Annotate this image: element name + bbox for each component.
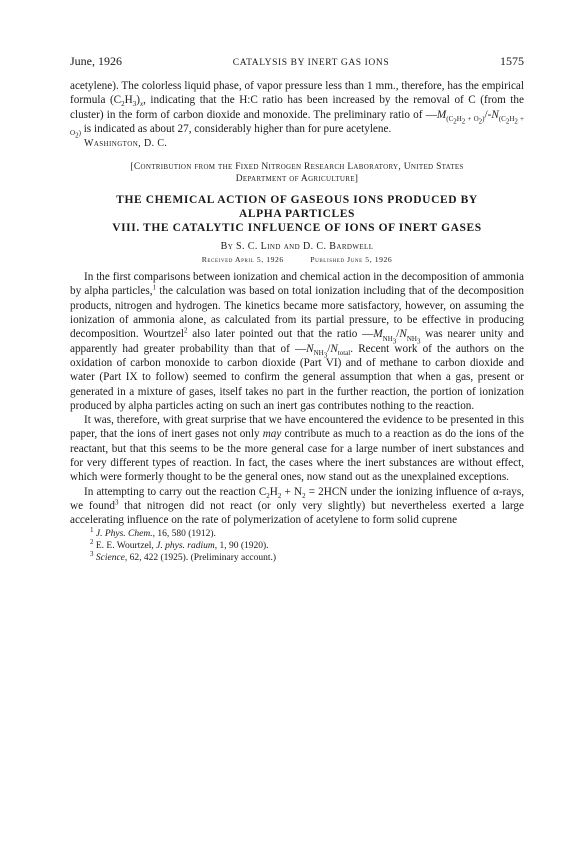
contribution-note (70, 161, 524, 185)
article-dates (70, 255, 524, 264)
signature-location: Washington, D. C. (84, 138, 168, 150)
previous-article-paragraph: acetylene). The colorless liquid phase, of vapor pressure less than 1 mm., therefore, has the empirical formula $(C_2H_3)_x$, indicating that the H:C ratio has been increased by the removal of C (from the cluster) in the form of carbon dioxide and monoxide. The preliminary ratio of $—M_{(C_2H_2 + O_2)}/-N_{(C_2H_2 + O_2)}$ is indicated as about 27, considerably higher than for pure acetylene. (70, 80, 524, 140)
header-title: CATALYSIS BY INERT GAS IONS (232, 58, 390, 68)
footnote-3: $^3$ Science, 62, 422 (1925). (Preliminary account.) (90, 549, 277, 563)
contribution-line-2: Department of Agriculture] (235, 174, 359, 185)
body-paragraph-3: In attempting to carry out the reaction $C_2H_2 + N_2 = 2HCN$ under the ionizing influence of α-rays, we found$^3$ that nitrogen did not react (or only very slightly) but nevertheless exerted a large accelerating influence on the rate of polymerization of acetylene to form solid cuprene (70, 485, 525, 527)
body-paragraph-1: In the first comparisons between ionization and chemical action in the decomposition of ammonia by alpha particles,$^1$ the calculation was based on total ionization including that of the decomposition products, nitrogen and hydrogen. The kinetics became more satisfactory, however, on assuming the ionization of ammonia alone, as calculated from its partial pressure, to be effective in producing decomposition. Wourtzel$^2$ also later pointed out that the ratio $—M_{NH_3}/N_{NH_3}$ was nearer unity and apparently had greater probability than that of $—N_{NH_3}/N_{total}$. Recent work of the authors on the oxidation of carbon monoxide to carbon dioxide (Part VI) and of methane to carbon dioxide and water (Part IX to follow) seemed to confirm the general assumption that when a gas, present or generated in a mixture of gases, itself takes no part in the further reaction, the portion of ionization produced by alpha particles acting on such an inert gas contributes nothing to the reaction. (70, 271, 524, 412)
article-subtitle: VIII. THE CATALYTIC INFLUENCE OF IONS OF INERT GASES (112, 222, 482, 235)
header-page-number: 1575 (500, 54, 524, 68)
received-date: Received April 5, 1926 (201, 255, 284, 265)
footnote-1: $^1$ J. Phys. Chem., 16, 580 (1912). (90, 525, 216, 539)
running-header (70, 54, 524, 69)
contribution-line-1: [Contribution from the Fixed Nitrogen Research Laboratory, United States (130, 162, 464, 173)
article-title-line-2: ALPHA PARTICLES (238, 208, 356, 221)
article-title-line-1: THE CHEMICAL ACTION OF GASEOUS IONS PRODUCED BY (116, 194, 478, 207)
published-date: Published June 5, 1926 (310, 255, 393, 265)
header-date: June, 1926 (70, 54, 122, 68)
article-authors: By S. C. Lind and D. C. Bardwell (220, 241, 374, 253)
footnote-2: $^2$ E. E. Wourtzel, J. phys. radium, 1, 90 (1920). (90, 537, 269, 551)
body-paragraph-2: It was, therefore, with great surprise that we have encountered the evidence to be presented in this paper, that the ions of inert gases not only may contribute as much to a reaction as do the ions of the reactant, but that this seems to be the more general case for a large number of inert substances and for very different types of reaction. In fact, the cases where the inert substances are without effect, which were formerly thought to be the general ones, now stand out as the unexplained exceptions. (70, 414, 524, 484)
